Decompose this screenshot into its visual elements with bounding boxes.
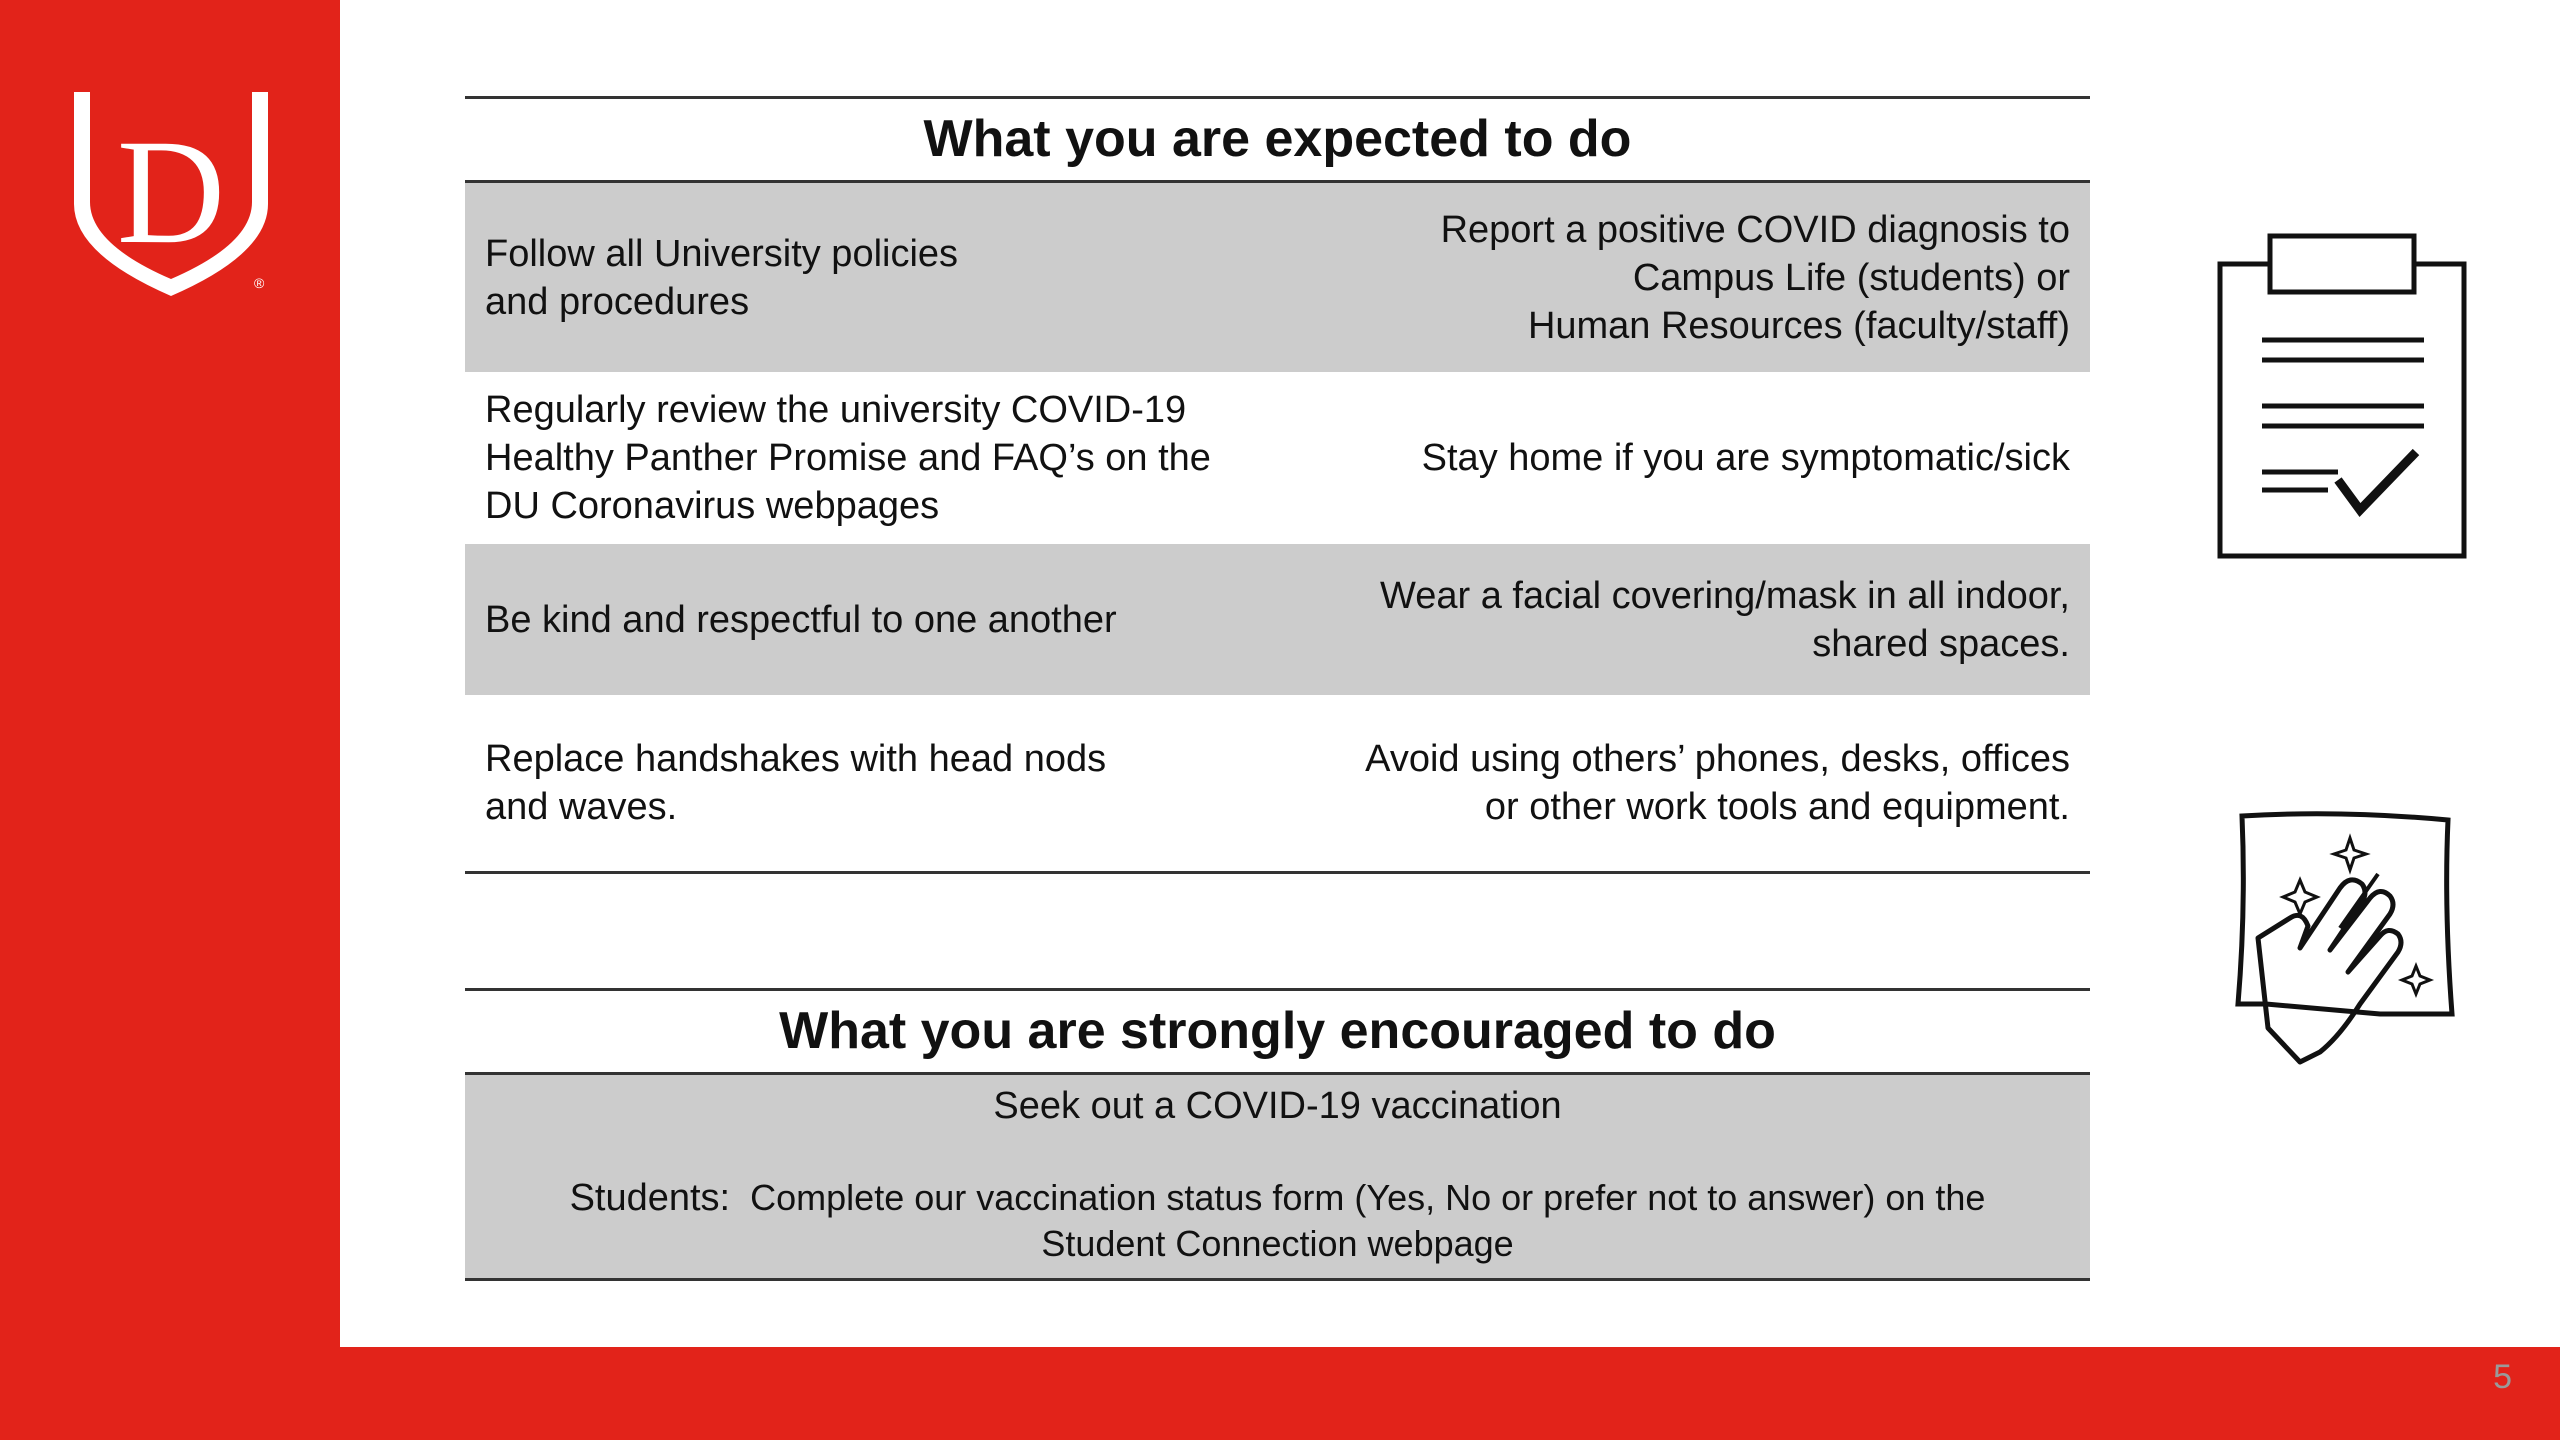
- students-line-2: Student Connection webpage: [1041, 1223, 1514, 1264]
- table-cell-right: Stay home if you are symptomatic/sick: [1421, 437, 2070, 479]
- table-cell-left: Regularly review the university COVID-19 Healthy Panther Promise and FAQ’s on the DU Coronavirus webpages: [485, 389, 1211, 527]
- students-text: Complete our vaccination status form (Yes, No or prefer not to answer) on the: [750, 1177, 1986, 1218]
- table-cell-left: Be kind and respectful to one another: [485, 598, 1117, 641]
- table-cell-right: Avoid using others’ phones, desks, offices or other work tools and equipment.: [1365, 738, 2070, 828]
- table-cell-right: Report a positive COVID diagnosis to Campus Life (students) or Human Resources (faculty/staff): [1440, 208, 2070, 347]
- table-row: [465, 544, 2090, 695]
- svg-text:D: D: [116, 109, 226, 275]
- vaccination-line: Seek out a COVID-19 vaccination: [993, 1085, 1562, 1127]
- university-shield-logo-icon: [66, 84, 276, 304]
- encouraged-body: [465, 1075, 2090, 1281]
- table-cell-left: Replace handshakes with head nods and waves.: [485, 738, 1107, 828]
- table-cell-right: Wear a facial covering/mask in all indoor, shared spaces.: [1380, 574, 2070, 665]
- hand-wiping-cloth-icon: [2230, 808, 2460, 1070]
- svg-text:®: ®: [254, 275, 265, 291]
- encouraged-table: [465, 988, 2090, 1281]
- table-cell-left: Follow all University policies and procedures: [485, 232, 959, 323]
- table-row: [465, 183, 2090, 372]
- expected-title: What you are expected to do: [465, 99, 2090, 183]
- students-label: Students:: [569, 1177, 731, 1219]
- footer-bar: [0, 1347, 2560, 1440]
- encouraged-title: What you are strongly encouraged to do: [465, 991, 2090, 1075]
- table-row: [465, 695, 2090, 871]
- expected-table: [465, 96, 2090, 874]
- page-number: 5: [2493, 1358, 2512, 1396]
- students-line: [465, 1175, 2090, 1221]
- clipboard-checklist-icon: [2210, 228, 2470, 568]
- table-row: [465, 372, 2090, 544]
